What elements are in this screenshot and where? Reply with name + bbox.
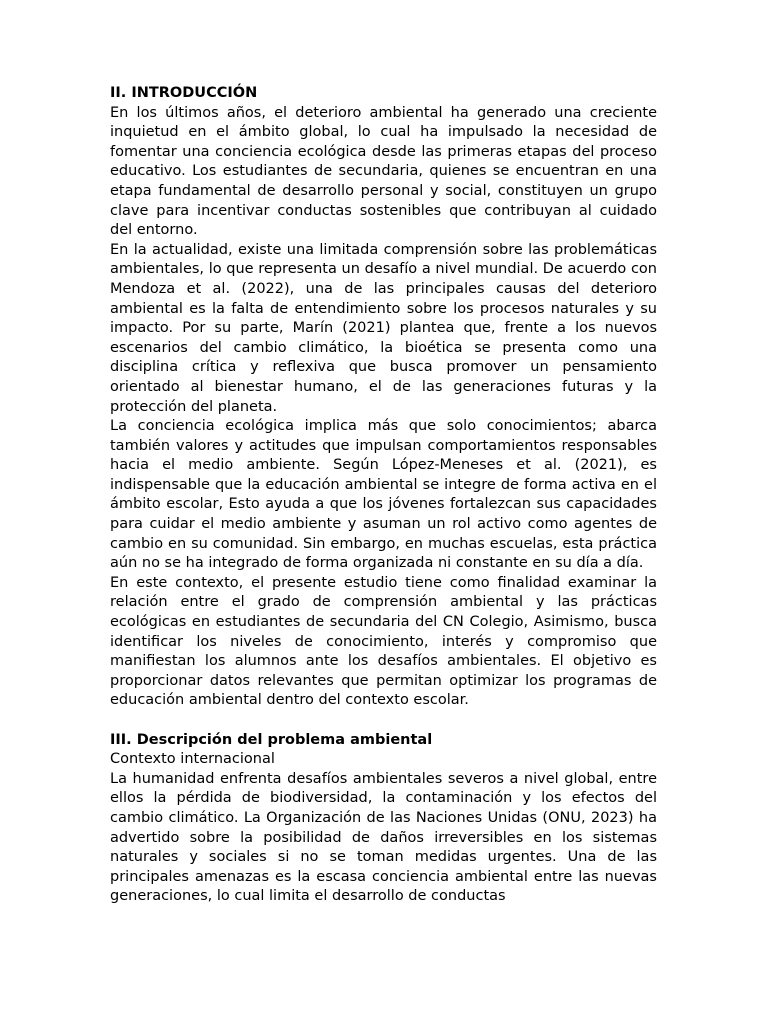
paragraph-intro-2: En la actualidad, existe una limitada comprensión sobre las problemáticas ambientales, lo que representa un desafío a nivel mundial. De acuerdo con Mendoza et al. (2022), una de las principales causas del deterioro ambiental es la falta de entendimiento sobre los procesos naturales y su impacto. Por su parte, Marín (2021) plantea que, frente a los nuevos escenarios del cambio climático, la bioética se presenta como una disciplina crítica y reflexiva que busca promover un pensamiento orientado al bienestar humano, el de las generaciones futuras y la protección del planeta. <box>110 241 657 415</box>
section-spacer <box>110 711 657 731</box>
paragraph-intro-4: En este contexto, el presente estudio tiene como finalidad examinar la relación entre el grado de comprensión ambiental y las prácticas ecológicas en estudiantes de secundaria del CN Colegio, Asimismo, busca identificar los niveles de conocimiento, interés y compromiso que manifiestan los alumnos ante los desafíos ambientales. El objetivo es proporcionar datos relevantes que permitan optimizar los programas de educación ambiental dentro del contexto escolar. <box>110 574 657 709</box>
section-heading-problema: III. Descripción del problema ambiental <box>110 731 433 748</box>
paragraph-intro-1: En los últimos años, el deterioro ambiental ha generado una creciente inquietud en el ámbito global, lo cual ha impulsado la necesidad de fomentar una conciencia ecológica desde las primeras etapas del proceso educativo. Los estudiantes de secundaria, quienes se encuentran en una etapa fundamental de desarrollo personal y social, constituyen un grupo clave para incentivar conductas sostenibles que contribuyan al cuidado del entorno. <box>110 104 657 239</box>
paragraph-intro-3: La conciencia ecológica implica más que solo conocimientos; abarca también valores y actitudes que impulsan comportamientos responsables hacia el medio ambiente. Según López-Meneses et al. (2021), es indispensable que la educación ambiental se integre de forma activa en el ámbito escolar, Esto ayuda a que los jóvenes fortalezcan sus capacidades para cuidar el medio ambiente y asuman un rol activo como agentes de cambio en su comunidad. Sin embargo, en muchas escuelas, esta práctica aún no se ha integrado de forma organizada ni constante en su día a día. <box>110 418 657 572</box>
subheading-contexto-internacional: Contexto internacional <box>110 751 275 768</box>
paragraph-problema-1: La humanidad enfrenta desafíos ambientales severos a nivel global, entre ellos la pérdida de biodiversidad, la contaminación y los efectos del cambio climático. La Organización de las Naciones Unidas (ONU, 2023) ha advertido sobre la posibilidad de daños irreversibles en los sistemas naturales y sociales si no se toman medidas urgentes. Una de las principales amenazas es la escasa conciencia ambiental entre las nuevas generaciones, lo cual limita el desarrollo de conductas <box>110 770 657 905</box>
document-page <box>110 84 657 907</box>
section-heading-introduccion: II. INTRODUCCIÓN <box>110 85 258 101</box>
